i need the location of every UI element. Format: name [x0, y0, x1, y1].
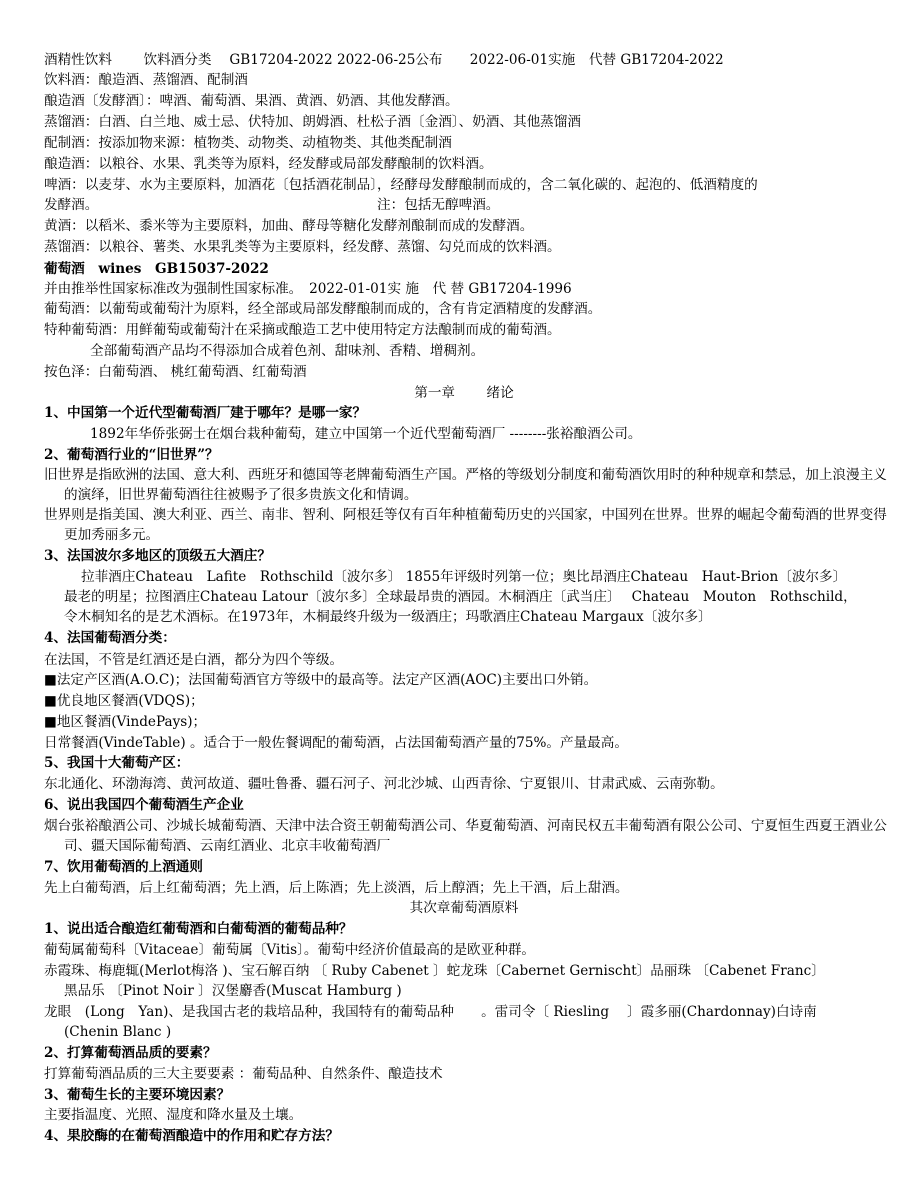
question-heading: 3、葡萄生长的主要环境因素？ — [44, 1087, 231, 1103]
text-line: 啤酒：以麦芽、水为主要原料，加酒花〔包括酒花制品〕，经酵母发酵酿制而成的，含二氧化碳的、起泡的、低酒精度的 — [44, 177, 758, 193]
text-line: 令木桐知名的是艺术酒标。在1973年，木桐最终升级为一级酒庄；玛歌酒庄Chateau Margaux〔波尔多〕 — [64, 609, 712, 625]
text-line: 葡萄属葡萄科〔Vitaceae〕葡萄属〔Vitis〕。葡萄中经济价值最高的是欧亚种群。 — [44, 942, 536, 958]
text-line: ■优良地区餐酒(VDQS)； — [44, 693, 204, 709]
text-line: 全部葡萄酒产品均不得添加合成着色剂、甜味剂、香精、增稠剂。 — [90, 343, 485, 359]
text-line: 蒸馏酒：白酒、白兰地、威士忌、伏特加、朗姆酒、杜松子酒〔金酒〕、奶酒、其他蒸馏酒 — [44, 114, 581, 130]
text-line: 配制酒：按添加物来源：植物类、动物类、动植物类、其他类配制酒 — [44, 135, 452, 151]
text-line: 蒸馏酒：以粮谷、薯类、水果乳类等为主要原料，经发酵、蒸馏、勾兑而成的饮料酒。 — [44, 239, 561, 255]
text-line: 东北通化、环渤海湾、黄河故道、疆吐鲁番、疆石河子、河北沙城、山西青徐、宁夏银川、甘肃武威、云南弥勒。 — [44, 776, 724, 792]
text-line: 黄酒：以稻米、黍米等为主要原料，加曲、酵母等糖化发酵剂酿制而成的发酵酒。 — [44, 218, 534, 234]
chapter-2-title: 其次章葡萄酒原料 — [409, 900, 519, 916]
question-heading: 7、饮用葡萄酒的上酒通则 — [44, 859, 203, 875]
wine-standard-heading: 葡萄酒 wines GB15037-2022 — [44, 261, 269, 277]
chapter-1-title: 第一章 绪论 — [414, 385, 514, 401]
text-line: 拉菲酒庄Chateau Lafite Rothschild〔波尔多〕 1855年评级时列第一位；奥比昂酒庄Chateau Haut-Brion〔波尔多〕 — [81, 569, 847, 585]
question-heading: 6、说出我国四个葡萄酒生产企业 — [44, 797, 244, 813]
text-line: ■法定产区酒(A.O.C)；法国葡萄酒官方等级中的最高等。法定产区酒(AOC)主要出口外销。 — [44, 672, 598, 688]
question-heading: 2、葡萄酒行业的“旧世界”？ — [44, 447, 219, 463]
text-line: 葡萄酒：以葡萄或葡萄汁为原料，经全部或局部发酵酿制而成的，含有肯定酒精度的发酵酒。 — [44, 301, 602, 317]
text-line: 主要指温度、光照、湿度和降水量及土壤。 — [44, 1107, 303, 1123]
text-line: 饮料酒：酿造酒、蒸馏酒、配制酒 — [44, 72, 248, 88]
question-heading: 4、法国葡萄酒分类： — [44, 630, 176, 646]
question-heading: 1、中国第一个近代型葡萄酒厂建于哪年？是哪一家？ — [44, 405, 367, 421]
text-line: 在法国，不管是红酒还是白酒，都分为四个等级。 — [44, 652, 344, 668]
standard-header-line: 酒精性饮料 饮料酒分类 GB17204-2022 2022-06-25公布 2022-06-01实施 代替 GB17204-2022 — [44, 52, 724, 68]
text-line: 酿造酒：以粮谷、水果、乳类等为原料，经发酵或局部发酵酿制的饮料酒。 — [44, 156, 493, 172]
text-line: 并由推举性国家标准改为强制性国家标准。 2022-01-01实 施 代 替 GB17204-1996 — [44, 281, 572, 297]
text-line: 赤霞珠、梅鹿辄(Merlot梅洛 )、宝石解百纳 〔 Ruby Cabenet 〕蛇龙珠〔Cabernet Gernischt〕品丽珠 〔Cabenet Franc〕 — [44, 963, 825, 979]
text-line: ■地区餐酒(VindePays)； — [44, 714, 207, 730]
text-line: 发酵酒。 注：包括无醇啤酒。 — [44, 197, 500, 213]
question-heading: 3、法国波尔多地区的顶级五大酒庄？ — [44, 548, 271, 564]
paragraph: 世界则是指美国、澳大利亚、西兰、南非、智利、阿根廷等仅有百年种植葡萄历史的兴国家，中国列在世界。世界的崛起令葡萄酒的世界变得更加秀丽多元。 — [44, 507, 887, 543]
text-line: 龙眼 (Long Yan)、是我国古老的栽培品种，我国特有的葡萄品种 。雷司令〔 Riesling 〕霞多丽(Chardonnay)白诗南 — [44, 1004, 817, 1020]
text-line: 日常餐酒(VindeTable) 。适合于一般佐餐调配的葡萄酒，占法国葡萄酒产量的75%。产量最高。 — [44, 735, 628, 751]
text-line: 特种葡萄酒：用鲜葡萄或葡萄汁在采摘或酿造工艺中使用特定方法酿制而成的葡萄酒。 — [44, 322, 561, 338]
question-heading: 4、果胶酶的在葡萄酒酿造中的作用和贮存方法？ — [44, 1128, 339, 1144]
paragraph: 旧世界是指欧洲的法国、意大利、西班牙和德国等老牌葡萄酒生产国。严格的等级划分制度和葡萄酒饮用时的种种规章和禁忌，加上浪漫主义的演绎，旧世界葡萄酒往往被赐予了很多贵族文化和情调。 — [44, 467, 887, 503]
question-heading: 1、说出适合酿造红葡萄酒和白葡萄酒的葡萄品种？ — [44, 921, 353, 937]
text-line: 按色泽：白葡萄酒、 桃红葡萄酒、红葡萄酒 — [44, 364, 307, 380]
question-heading: 5、我国十大葡萄产区： — [44, 755, 190, 771]
text-line: 最老的明星；拉图酒庄Chateau Latour〔波尔多〕全球最昂贵的酒园。木桐酒庄〔武当庄〕 Chateau Mouton Rothschild， — [64, 589, 857, 605]
text-line: 打算葡萄酒品质的三大主要要素 ：葡萄品种、自然条件、酿造技术 — [44, 1066, 443, 1082]
text-line: (Chenin Blanc ) — [64, 1024, 172, 1040]
question-heading: 2、打算葡萄酒品质的要素？ — [44, 1045, 217, 1061]
text-line: 黑品乐 〔Pinot Noir 〕汉堡麝香(Muscat Hamburg ) — [64, 983, 402, 999]
text-line: 酿造酒〔发酵酒〕：啤酒、葡萄酒、果酒、黄酒、奶酒、其他发酵酒。 — [44, 93, 459, 109]
text-line: 先上白葡萄酒，后上红葡萄酒；先上酒，后上陈酒；先上淡酒，后上醇酒；先上干酒，后上甜酒。 — [44, 880, 629, 896]
paragraph: 烟台张裕酿酒公司、沙城长城葡萄酒、天津中法合资王朝葡萄酒公司、华夏葡萄酒、河南民权五丰葡萄酒有限公公司、宁夏恒生西夏王酒业公司、疆天国际葡萄酒、云南红酒业、北京丰收葡萄酒厂 — [44, 818, 887, 854]
text-line: 1892年华侨张弼士在烟台栽种葡萄，建立中国第一个近代型葡萄酒厂 --------张裕酿酒公司。 — [90, 426, 642, 442]
